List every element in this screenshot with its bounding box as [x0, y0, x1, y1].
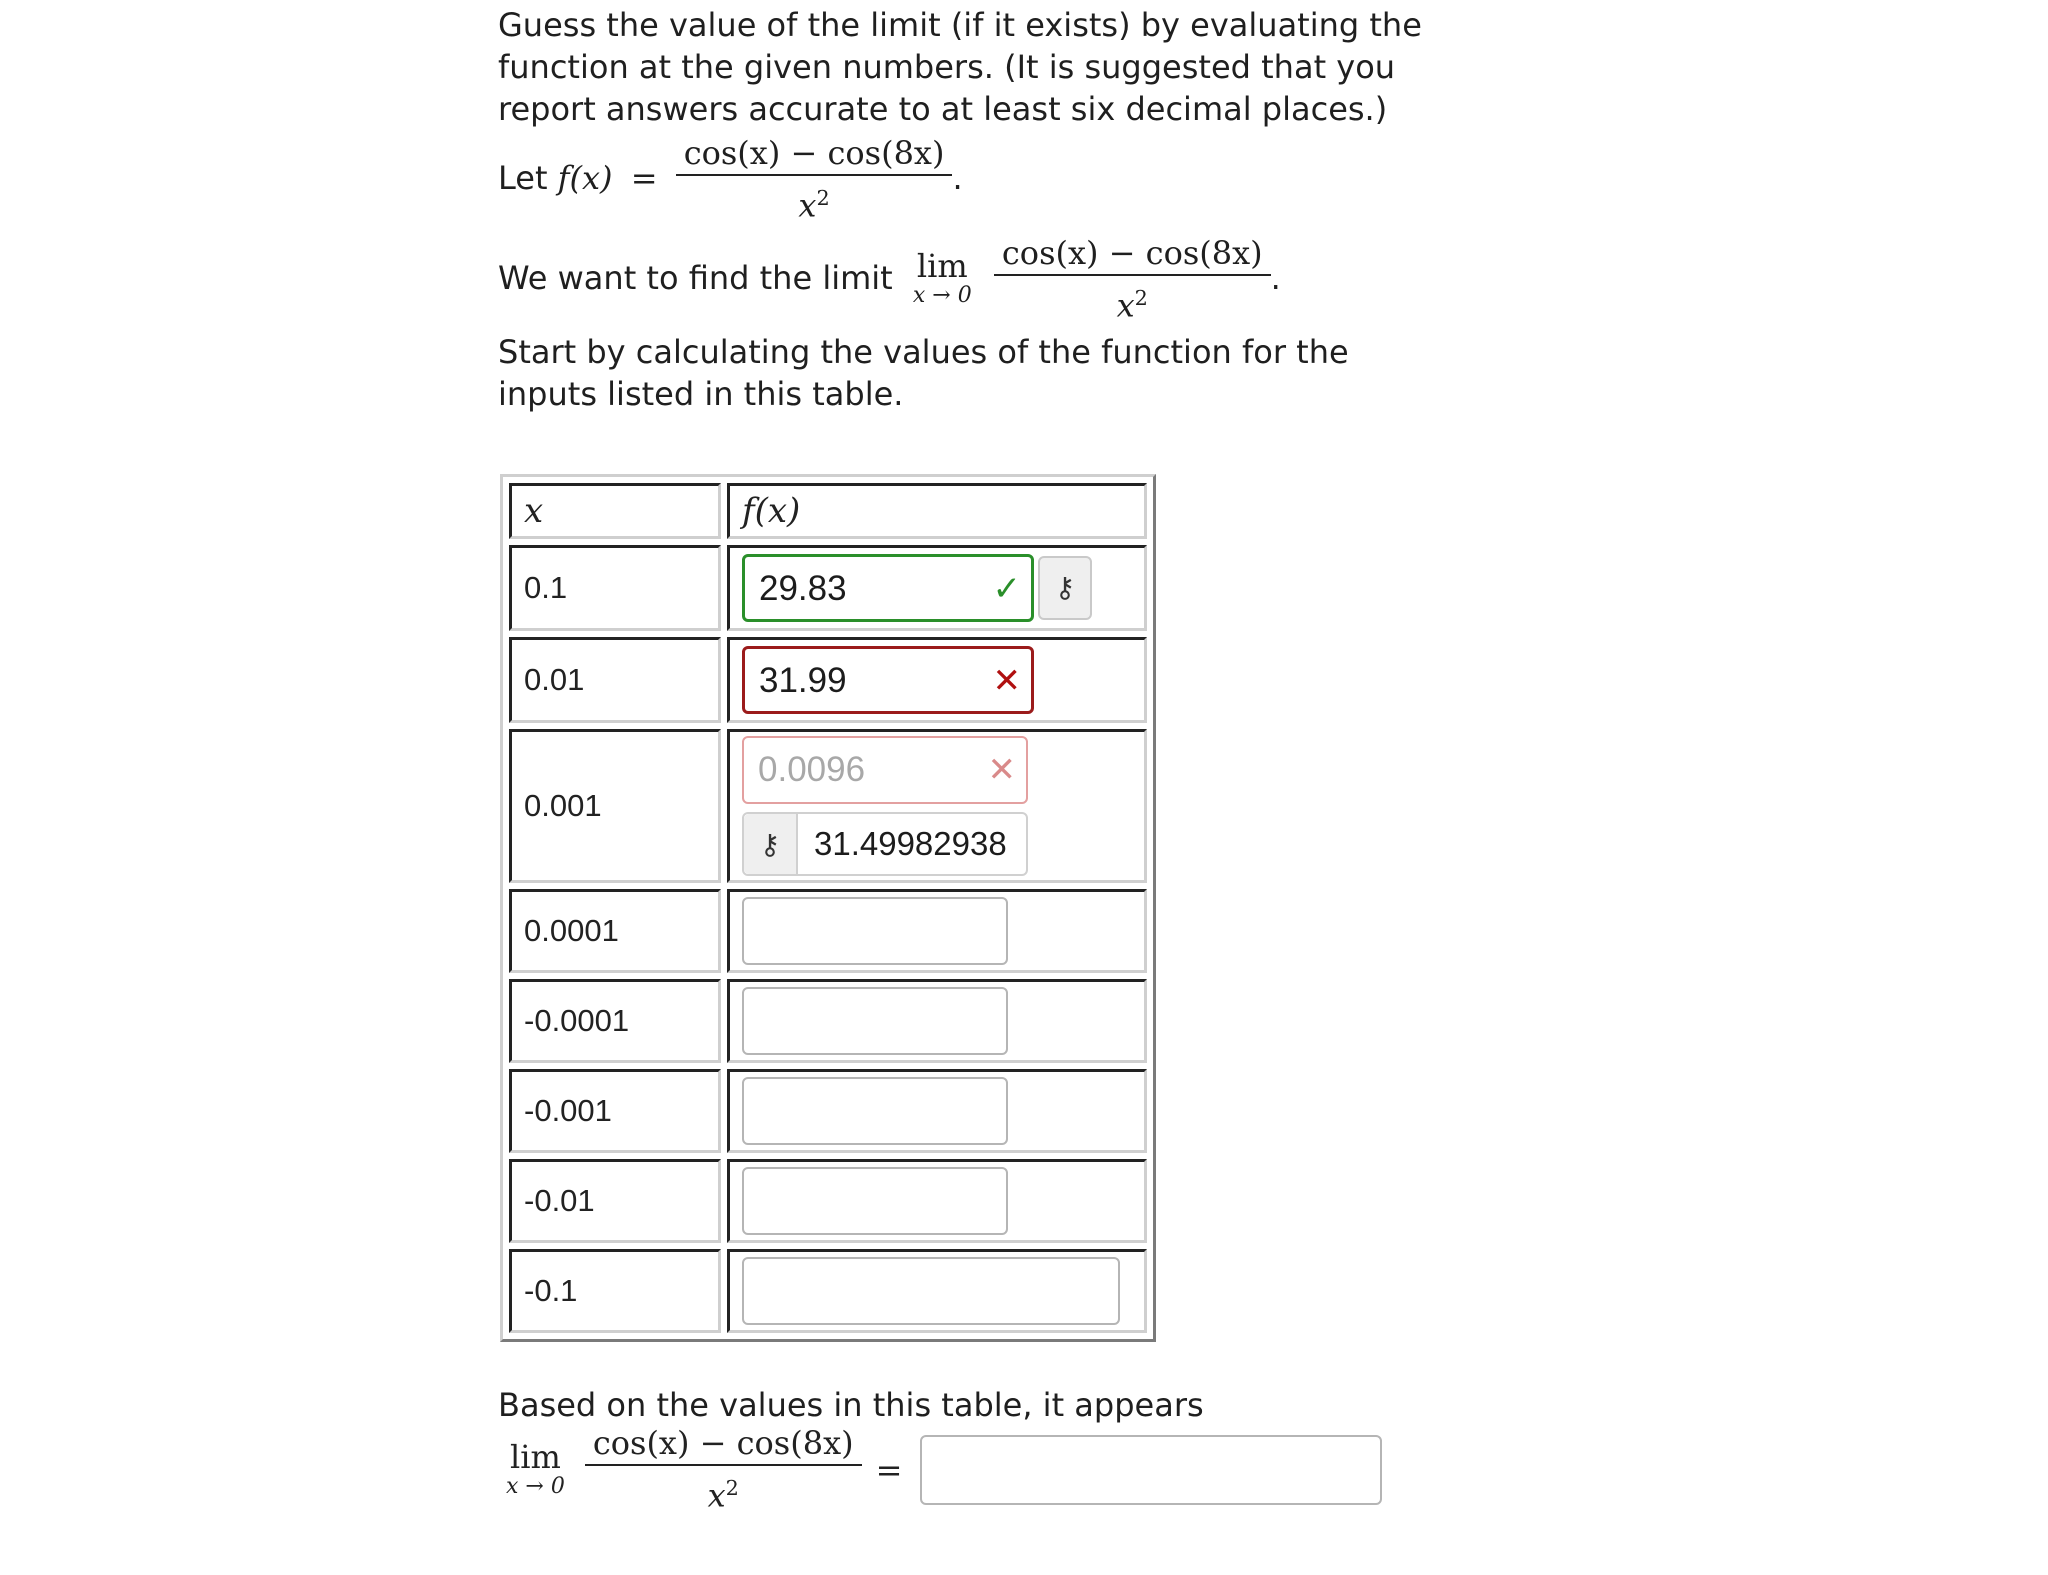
key-icon[interactable]: ⚷ [744, 814, 798, 874]
f-of-x: f(x) [557, 158, 613, 197]
table-row [509, 1069, 1147, 1153]
intro-text: Guess the value of the limit (if it exists) by evaluating the function at the given numbers. (It is suggested that you report answers accurate to at least six decimal places.) [498, 6, 1422, 128]
lim-word: lim [916, 247, 968, 286]
fraction-denominator: x [798, 186, 817, 225]
fx-input-correct[interactable]: 29.83 ✓ [742, 554, 1034, 622]
conclusion-text: Based on the values in this table, it appears [498, 1386, 1204, 1424]
fx-input[interactable] [742, 897, 1008, 965]
x-value: 0.01 [509, 637, 721, 723]
x-value: 0.001 [509, 729, 721, 883]
limit-exponent: 2 [1134, 285, 1148, 310]
fx-input[interactable] [742, 1167, 1008, 1235]
table-row [509, 979, 1147, 1063]
function-fraction [676, 132, 953, 228]
limit-fraction [994, 232, 1271, 328]
let-label: Let [498, 158, 548, 197]
table-row [509, 889, 1147, 973]
lim-word: lim [510, 1437, 561, 1476]
lim-subscript: x → 0 [506, 1473, 565, 1499]
want-text: We want to find the limit [498, 258, 893, 297]
x-value: -0.0001 [509, 979, 721, 1063]
limit-statement: We want to find the limit lim x → 0 $\frac{\cos(x) - \cos(8x)}{x^2}$ . [498, 232, 1458, 328]
equals-sign: = [875, 1450, 903, 1489]
fx-input-disabled: 0.0096 ✕ [742, 736, 1028, 804]
final-numerator: cos(x) − cos(8x) [585, 1422, 862, 1466]
limit-answer-input[interactable] [920, 1435, 1382, 1505]
table-row [509, 1249, 1147, 1333]
final-fraction [585, 1422, 862, 1518]
table-row [509, 637, 1147, 723]
header-x: x [524, 491, 544, 531]
x-value: 0.1 [509, 545, 721, 631]
table-row [509, 545, 1147, 631]
fraction-numerator: cos(x) − cos(8x) [676, 132, 953, 176]
x-value: -0.1 [509, 1249, 721, 1333]
values-table [500, 474, 1156, 1342]
fx-input[interactable] [742, 987, 1008, 1055]
correct-answer-value: 31.49982938 [814, 825, 1007, 862]
table-header-row [509, 483, 1147, 539]
table-row [509, 1159, 1147, 1243]
fx-input-incorrect[interactable]: 31.99 ✕ [742, 646, 1034, 714]
fx-input[interactable] [742, 1077, 1008, 1145]
x-value: 0.0001 [509, 889, 721, 973]
correct-answer-box [742, 812, 1028, 876]
x-value: -0.01 [509, 1159, 721, 1243]
cross-icon: ✕ [987, 750, 1016, 790]
function-definition: Let f(x) = $\frac{\cos(x) - \cos(8x)}{x^2}$ . [498, 132, 1458, 228]
header-fx: f(x) [742, 491, 801, 531]
fraction-exponent: 2 [816, 186, 830, 210]
final-exponent: 2 [725, 1476, 739, 1500]
cross-icon: ✕ [992, 661, 1021, 701]
final-limit-row [506, 1422, 1382, 1518]
key-icon[interactable]: ⚷ [1038, 556, 1092, 620]
limit-denominator: x [1116, 286, 1135, 325]
question-block [498, 4, 1458, 415]
start-text: Start by calculating the values of the function for the inputs listed in this table. [498, 333, 1349, 414]
fx-input[interactable] [742, 1257, 1120, 1325]
lim-subscript: x → 0 [912, 283, 972, 309]
check-icon: ✓ [992, 569, 1021, 609]
table-row [509, 729, 1147, 883]
final-denominator: x [707, 1476, 726, 1515]
limit-numerator: cos(x) − cos(8x) [994, 232, 1271, 276]
x-value: -0.001 [509, 1069, 721, 1153]
